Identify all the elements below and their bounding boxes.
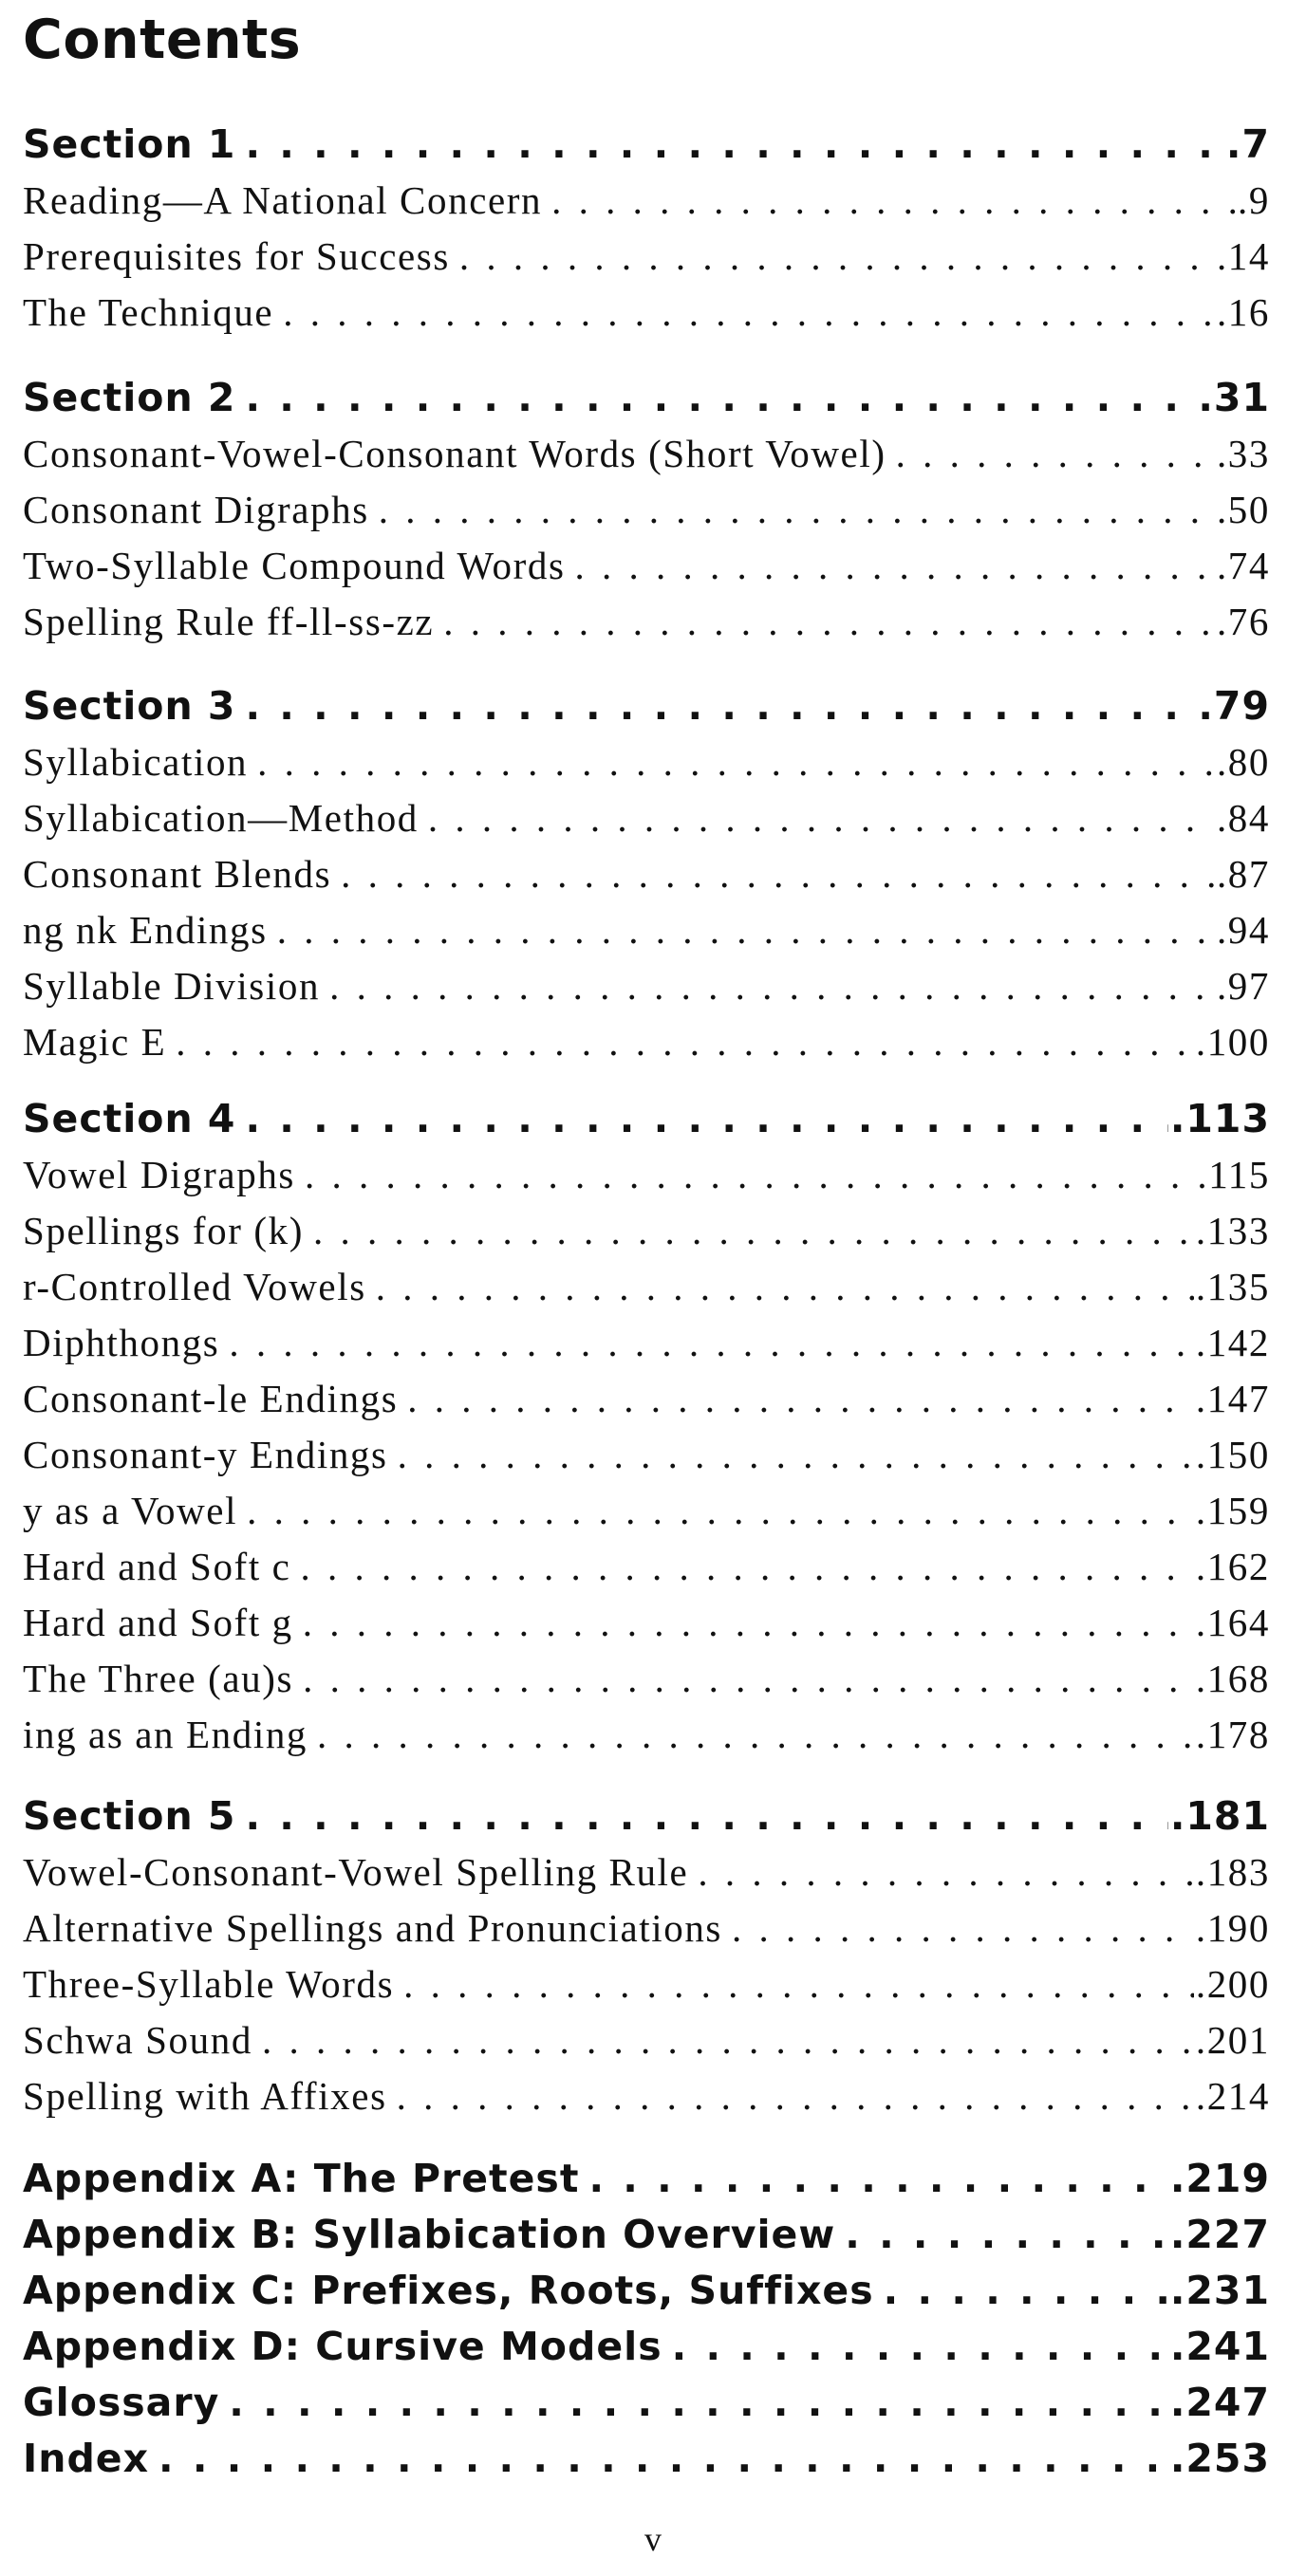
toc-entry[interactable] [23,1656,1270,1712]
toc-entry[interactable] [23,177,1270,233]
toc-entry-label: Schwa Sound [23,2018,252,2062]
dot-leader [247,1488,1194,1533]
toc-page-number: .190 [1195,1906,1270,1950]
dot-leader [459,233,1215,279]
toc-section-5 [23,1793,1270,2129]
toc-entry-label: Diphthongs [23,1321,220,1364]
toc-entry-label: r-Controlled Vowels [23,1265,366,1308]
toc-entry-label: Hard and Soft g [23,1601,293,1644]
toc-glossary[interactable] [23,2380,1270,2436]
toc-entry-label: y as a Vowel [23,1489,238,1532]
toc-page-number: .227 [1169,2212,1270,2257]
dot-leader [313,1208,1194,1253]
toc-page-number: .133 [1195,1209,1270,1252]
toc-entry-label: Consonant-Vowel-Consonant Words (Short Vowel) [23,432,886,475]
dot-leader [428,795,1215,841]
toc-entry[interactable] [23,1432,1270,1488]
dot-leader [303,1600,1194,1645]
toc-entry[interactable] [23,289,1270,345]
toc-entry-label: Reading—A National Concern [23,178,543,222]
toc-entry[interactable] [23,1320,1270,1376]
toc-page-number: .241 [1169,2324,1270,2369]
toc-entry[interactable] [23,851,1270,907]
toc-entry[interactable] [23,1961,1270,2017]
toc-page-number: .164 [1195,1601,1270,1644]
toc-page-number: .159 [1195,1489,1270,1532]
toc-page-number: .31 [1198,375,1270,420]
dot-leader [575,543,1215,588]
toc-appendix-c[interactable] [23,2268,1270,2324]
toc-entry[interactable] [23,1208,1270,1264]
toc-page-number: .150 [1195,1433,1270,1476]
toc-entry[interactable] [23,1376,1270,1432]
toc-page-number: .87 [1216,852,1270,896]
toc-section-2 [23,375,1270,655]
toc-entry[interactable] [23,795,1270,851]
toc-entry[interactable] [23,1488,1270,1544]
toc-section-label: Section 4 [23,1096,236,1141]
dot-leader [407,1376,1194,1421]
dot-leader [283,289,1215,335]
toc-entry-label: Syllable Division [23,964,321,1008]
toc-entry-label: Spelling Rule ff-ll-ss-zz [23,600,435,643]
dot-leader [245,375,1196,420]
toc-entry-label: Vowel Digraphs [23,1153,295,1196]
toc-section-heading[interactable] [23,375,1270,431]
toc-entry-label: Spellings for (k) [23,1209,304,1252]
dot-leader [329,963,1215,1009]
dot-leader [398,1432,1194,1477]
toc-entry-label: The Three (au)s [23,1657,294,1700]
toc-entry-label: Consonant Blends [23,852,332,896]
toc-entry[interactable] [23,739,1270,795]
page-number-footer: v [644,2520,662,2558]
toc-entry-label: Spelling with Affixes [23,2074,387,2118]
toc-appendix-label: Appendix D: Cursive Models [23,2324,662,2369]
toc-page-number: .181 [1169,1793,1270,1839]
toc-page-number: .142 [1195,1321,1270,1364]
dot-leader [229,2380,1168,2425]
toc-section-heading[interactable] [23,1096,1270,1152]
toc-page-number: .115 [1197,1153,1270,1196]
dot-leader [277,907,1215,953]
toc-entry[interactable] [23,431,1270,487]
toc-page-number: .84 [1216,796,1270,840]
toc-page-number: .14 [1216,234,1270,278]
toc-entry[interactable] [23,487,1270,543]
dot-leader [300,1544,1193,1589]
toc-entry[interactable] [23,1712,1270,1768]
toc-section-label: Section 2 [23,375,236,420]
toc-appendix-label: Appendix B: Syllabication Overview [23,2212,836,2257]
dot-leader [397,2073,1194,2119]
dot-leader [317,1712,1194,1757]
toc-entry[interactable] [23,2017,1270,2073]
dot-leader [245,683,1196,729]
toc-section-3 [23,683,1270,1075]
toc-page-number: .201 [1195,2018,1270,2062]
toc-page-number: .214 [1195,2074,1270,2118]
dot-leader [403,1961,1194,2007]
toc-entry-label: Vowel-Consonant-Vowel Spelling Rule [23,1850,689,1894]
toc-page-number: .135 [1195,1265,1270,1308]
toc-entry-label: Consonant-le Endings [23,1377,399,1420]
toc-entry[interactable] [23,2073,1270,2129]
toc-page-number: .183 [1195,1850,1270,1894]
toc-section-4 [23,1096,1270,1768]
toc-page-number: .74 [1216,544,1270,587]
toc-page-number: .168 [1195,1657,1270,1700]
toc-page-number: .97 [1216,964,1270,1008]
toc-section-label: Section 3 [23,683,236,729]
toc-section-label: Section 1 [23,121,236,167]
toc-section-heading[interactable] [23,1793,1270,1849]
dot-leader [176,1019,1194,1065]
toc-page-number: .76 [1216,600,1270,643]
dot-leader [698,1849,1193,1895]
dot-leader [159,2436,1168,2481]
dot-leader [732,1905,1194,1951]
toc-appendix-d[interactable] [23,2324,1270,2380]
toc-entry[interactable] [23,1600,1270,1656]
toc-entry[interactable] [23,543,1270,599]
toc-entry-label: Two-Syllable Compound Words [23,544,566,587]
toc-appendix-b[interactable] [23,2212,1270,2268]
toc-entry-label: Hard and Soft c [23,1545,291,1588]
dot-leader [257,739,1215,785]
toc-entry[interactable] [23,233,1270,289]
toc-entry[interactable] [23,1849,1270,1905]
toc-page-number: .253 [1169,2436,1270,2481]
toc-appendices [23,2156,1270,2492]
toc-entry-label: Three-Syllable Words [23,1962,395,2006]
toc-entry[interactable] [23,599,1270,655]
toc-page-number: .79 [1198,683,1270,729]
dot-leader [443,599,1215,644]
toc-entry[interactable] [23,963,1270,1019]
toc-page-number: .7 [1225,121,1270,167]
dot-leader [305,1152,1195,1197]
toc-appendix-label: Appendix A: The Pretest [23,2156,580,2201]
page-title: Contents [23,9,302,71]
toc-entry-label: Consonant Digraphs [23,488,369,531]
toc-section-label: Section 5 [23,1793,236,1839]
toc-page-number: .33 [1216,432,1270,475]
toc-page-number: .100 [1195,1020,1270,1064]
dot-leader [262,2017,1194,2063]
toc-section-1 [23,121,1270,345]
toc-entry[interactable] [23,907,1270,963]
dot-leader [303,1656,1194,1701]
toc-entry-label: ing as an Ending [23,1713,308,1756]
dot-leader [379,487,1215,532]
dot-leader [884,2268,1168,2313]
toc-entry-label: Syllabication—Method [23,796,419,840]
toc-page-number: .231 [1169,2268,1270,2313]
toc-entry[interactable] [23,1019,1270,1075]
toc-page-number: .247 [1169,2380,1270,2425]
dot-leader [229,1320,1193,1365]
toc-page-number: .16 [1216,290,1270,334]
dot-leader [588,2156,1167,2201]
toc-appendix-label: Index [23,2436,150,2481]
dot-leader [376,1264,1194,1309]
toc-entry[interactable] [23,1544,1270,1600]
toc-entry[interactable] [23,1264,1270,1320]
dot-leader [672,2324,1168,2369]
toc-section-heading[interactable] [23,121,1270,177]
toc-entry-label: ng nk Endings [23,908,268,952]
dot-leader [245,121,1223,167]
toc-entry-label: Syllabication [23,740,249,784]
dot-leader [896,431,1215,476]
toc-entry-label: Prerequisites for Success [23,234,450,278]
toc-entry-label: Consonant-y Endings [23,1433,388,1476]
toc-appendix-label: Appendix C: Prefixes, Roots, Suffixes [23,2268,874,2313]
toc-page-number: .219 [1169,2156,1270,2201]
toc-entry[interactable] [23,1152,1270,1208]
toc-index[interactable] [23,2436,1270,2492]
toc-page-number: .178 [1195,1713,1270,1756]
toc-page-number: .162 [1195,1545,1270,1588]
toc-page-number: .50 [1216,488,1270,531]
dot-leader [551,177,1236,223]
toc-entry-label: Alternative Spellings and Pronunciations [23,1906,722,1950]
toc-page-number: .113 [1169,1096,1270,1141]
toc-entry-label: Magic E [23,1020,167,1064]
toc-appendix-label: Glossary [23,2380,220,2425]
dot-leader [245,1096,1167,1141]
toc-entry-label: The Technique [23,290,274,334]
toc-page-number: .147 [1195,1377,1270,1420]
toc-section-heading[interactable] [23,683,1270,739]
toc-page-number: .94 [1216,908,1270,952]
dot-leader [341,851,1215,897]
toc-appendix-a[interactable] [23,2156,1270,2212]
dot-leader [845,2212,1168,2257]
toc-page-number: .200 [1195,1962,1270,2006]
dot-leader [245,1793,1167,1839]
toc-page-number: .80 [1216,740,1270,784]
toc-entry[interactable] [23,1905,1270,1961]
toc-page-number: .9 [1238,178,1270,222]
